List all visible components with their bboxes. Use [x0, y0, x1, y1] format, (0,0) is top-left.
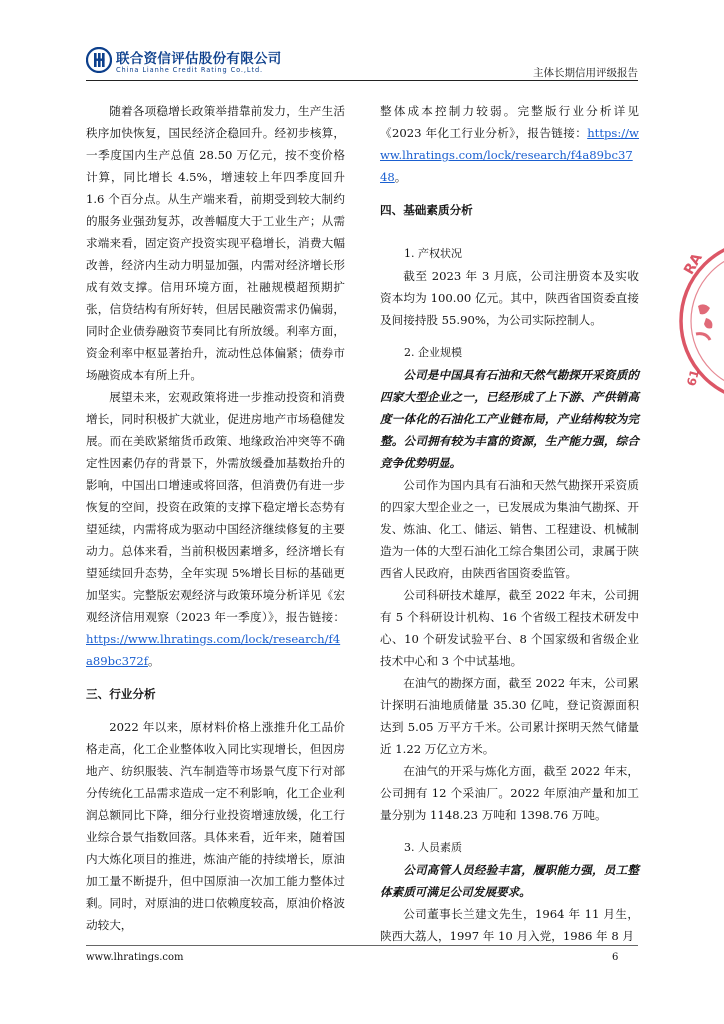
paragraph-text: 展望未来，宏观政策将进一步推动投资和消费增长，同时积极扩大就业，促进房地产市场稳健发展。而在美欧紧缩货币政策、地缘政治冲突等不确定性因素仍存的背景下，外需放缓叠加基数抬升的影响，中国出口增速或将回落，但消费仍有进一步恢复的空间，投资在政策的支撑下稳定增长态势有望延续，内需将成为驱动中国经济继续修复的主要动力。总体来看，当前积极因素增多，经济增长有望延续回升态势，全年实现 5%增长目标的基础更加坚实。完整版宏观经济与政策环境分析详见《宏观经济信用观察（2023 年一季度）》，报告链接： [86, 390, 345, 624]
header-divider [86, 80, 638, 81]
paragraph-text: 在油气的开采与炼化方面，截至 2022 年末，公司拥有 12 个采油厂。2022 年原油产量和加工量分别为 1148.23 万吨和 1398.76 万吨。 [380, 764, 639, 822]
paragraph-text: 整体成本控制力较弱。完整版行业分析详见《2023 年化工行业分析》，报告链接： [380, 104, 639, 140]
section-heading: 三、行业分析 [86, 687, 156, 701]
footer-website: www.lhratings.com [86, 952, 184, 963]
company-name-en: China Lianhe Credit Rating Co.,Ltd. [116, 66, 264, 74]
subsection-heading: 3. 人员素质 [404, 841, 462, 854]
report-link[interactable]: https://www.lhratings.com/lock/research/f4a89bc372f [86, 632, 341, 668]
paragraph-text: 公司作为国内具有石油和天然气勘探开采资质的四家大型企业之一，已发展成为集油气勘探、开发、炼油、化工、储运、销售、工程建设、机械制造为一体的大型石油化工综合集团公司，隶属于陕西省人民政府，由陕西省国资委监管。 [380, 478, 639, 580]
company-name-cn: 联合资信评估股份有限公司 [116, 51, 282, 67]
paragraph-text: 公司科研技术雄厚，截至 2022 年末，公司拥有 5 个科研设计机构、16 个省级工程技术研发中心、10 个研发试验平台、8 个国家级和省级企业技术中心和 3 个中试基地。 [380, 588, 639, 668]
lianhe-logo-icon [86, 47, 112, 73]
body-paragraph [380, 584, 639, 672]
paragraph-text: 公司高管人员经验丰富，履职能力强，员工整体素质可满足公司发展要求。 [380, 863, 639, 899]
subsection-heading: 2. 企业规模 [404, 346, 462, 359]
body-paragraph [86, 716, 345, 936]
svg-text:RA: RA [681, 250, 706, 278]
paragraph-text: 随着各项稳增长政策举措靠前发力，生产生活秩序加快恢复，国民经济企稳回升。经初步核算，一季度国内生产总值 28.50 万亿元，按不变价格计算，同比增长 4.5%，增速较上年四季度回升 1.6 个百分点。从生产端来看，前期受到较大制约的服务业强劲复苏，改善幅度大于工业生产；从需求端来看，固定资产投资实现平稳增长，消费大幅改善，经济内生动力明显加强，内需对经济增长形成有效支撑。信用环境方面，社融规模超预期扩张，信贷结构有所好转，但居民融资需求仍偏弱，同时企业债券融资节奏同比有所放缓。利率方面，资金利率中枢显著抬升，流动性总体偏紧；债券市场融资成本有所上升。 [86, 104, 345, 382]
report-title: 主体长期信用评级报告 [533, 67, 638, 79]
page-number: 6 [612, 952, 619, 963]
body-paragraph [380, 474, 639, 584]
paragraph-text: 公司董事长兰建文先生，1964 年 11 月生，陕西大荔人，1997 年 10 月入党，1986 年 8 月 [380, 907, 639, 943]
section-heading: 四、基础素质分析 [380, 203, 473, 217]
body-paragraph [380, 672, 639, 760]
body-paragraph [380, 903, 639, 947]
svg-text:61: 61 [684, 367, 703, 388]
body-paragraph [86, 386, 345, 672]
paragraph-text: 截至 2023 年 3 月底，公司注册资本及实收资本均为 100.00 亿元。其中，陕西省国资委直接及间接持股 55.90%，为公司实际控制人。 [380, 269, 639, 327]
paragraph-text: 在油气的勘探方面，截至 2022 年末，公司累计探明石油地质储量 35.30 亿吨，登记资源面积达到 5.05 万平方千米。公司累计探明天然气储量近 1.22 万亿立方米。 [380, 676, 639, 756]
body-paragraph [380, 100, 639, 188]
footer-divider [86, 945, 638, 946]
subsection-heading: 1. 产权状况 [404, 247, 462, 260]
right-column [380, 100, 639, 947]
paragraph-tail: 。 [394, 170, 407, 184]
body-paragraph [86, 100, 345, 386]
body-paragraph [380, 265, 639, 331]
report-link[interactable]: https://www.lhratings.com/lock/research/f4a89bc3748 [380, 126, 639, 184]
left-column [86, 100, 345, 936]
paragraph-text: 2022 年以来，原材料价格上涨推升化工品价格走高，化工企业整体收入同比实现增长，但因房地产、纺织服装、汽车制造等市场景气度下行对部分传统化工品需求造成一定不利影响，化工企业利润总额同比下降，细分行业投资增速放缓，化工行业综合景气指数回落。具体来看，近年来，随着国内大炼化项目的推进，炼油产能的持续增长，原油加工量不断提升，但中国原油一次加工能力整体过剩。同时，对原油的进口依赖度较高，原油价格波动较大， [86, 720, 345, 932]
page-header [86, 40, 638, 80]
paragraph-text: 公司是中国具有石油和天然气勘探开采资质的四家大型企业之一，已经形成了上下游、产供销高度一体化的石油化工产业链布局，产业结构较为完整。公司拥有较为丰富的资源，生产能力强，综合竞争优势明显。 [380, 368, 639, 470]
body-paragraph [380, 760, 639, 826]
key-finding-paragraph [380, 859, 639, 903]
red-seal-stamp [676, 236, 724, 406]
key-finding-paragraph [380, 364, 639, 474]
paragraph-tail: 。 [148, 654, 160, 668]
